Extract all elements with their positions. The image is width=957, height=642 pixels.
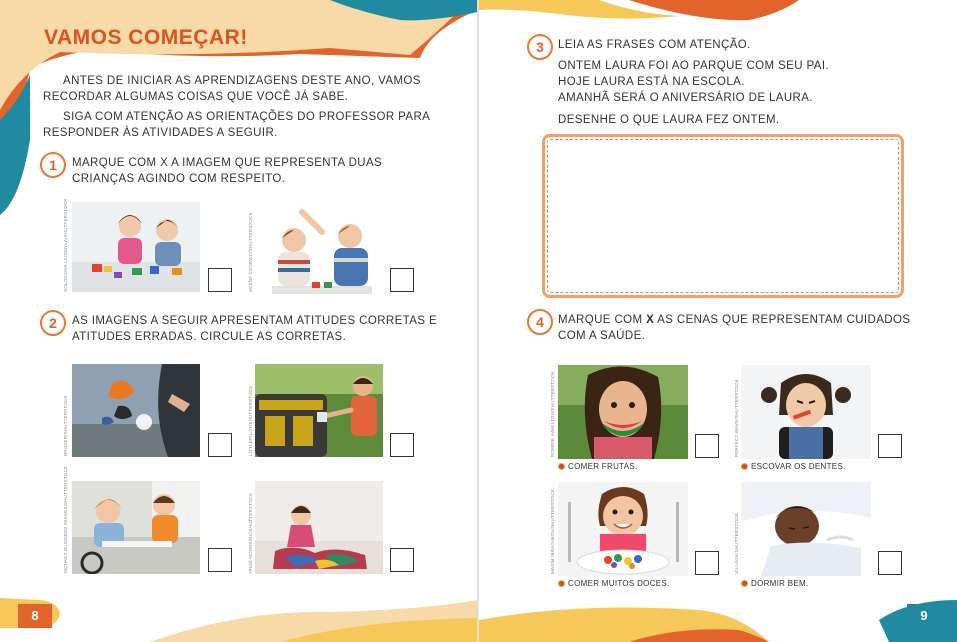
question-4-text [558, 312, 938, 344]
caption-brush-teeth-text: ESCOVAR OS DENTES. [751, 462, 846, 471]
caption-sleep-well-text: DORMIR BEM. [751, 579, 809, 588]
intro-line-1: ANTES DE INICIAR AS APRENDIZAGENS DESTE ANO, VAMOS [63, 75, 421, 87]
bullet-icon [741, 580, 748, 587]
bullet-icon [558, 580, 565, 587]
question-3-number: 3 [527, 34, 553, 60]
photo-children-playing-blocks [72, 202, 200, 292]
page-title: VAMOS COMEÇAR! [44, 26, 248, 49]
checkbox-q4-a[interactable] [695, 434, 719, 458]
photo-littering-from-car [72, 364, 200, 457]
page-number-left: 8 [18, 604, 52, 628]
question-4-line-1-start: MARQUE COM [558, 314, 647, 326]
photo-brushing-teeth [741, 365, 871, 459]
photo-eating-sweets [558, 482, 688, 576]
intro-text [43, 73, 443, 141]
photo-credit: MONKEY BUSINESS IMAGES/SHUTTERSTOCK [63, 465, 68, 573]
checkbox-q2-c[interactable] [208, 548, 232, 572]
checkbox-q4-b[interactable] [878, 434, 902, 458]
intro-line-3: SIGA COM ATENÇÃO AS ORIENTAÇÕES DO PROFESSOR PARA [63, 111, 431, 123]
left-page [0, 0, 478, 642]
photo-credit: VILLAGE/SHUTTERSTOCK [734, 513, 739, 574]
question-3-line-3: HOJE LAURA ESTÁ NA ESCOLA. [558, 76, 745, 88]
question-1-number: 1 [40, 152, 66, 178]
caption-eat-sweets [558, 579, 670, 588]
intro-line-4: RESPONDER ÀS ATIVIDADES A SEGUIR. [43, 127, 278, 139]
question-4-number: 4 [527, 309, 553, 335]
question-1-text [72, 155, 452, 187]
photo-sleeping [741, 482, 871, 576]
intro-line-2: RECORDAR ALGUMAS COISAS QUE VOCÊ JÁ SABE. [43, 91, 349, 103]
photo-children-fighting [262, 202, 382, 294]
question-3-line-4: AMANHÃ SERÁ O ANIVERSÁRIO DE LAURA. [558, 92, 813, 104]
photo-credit: LITTLEPILOT/SHUTTERSTOCK [248, 385, 253, 456]
photo-credit: PERFECT WAVE/SHUTTERSTOCK [734, 379, 739, 457]
question-1-line-2: CRIANÇAS AGINDO COM RESPEITO. [72, 173, 286, 185]
photo-credit: SOLOVIOVA LIUDMYLA/SHUTTERSTOCK [63, 198, 68, 292]
checkbox-q2-d[interactable] [390, 548, 414, 572]
bullet-icon [741, 463, 748, 470]
question-2-line-1: AS IMAGENS A SEGUIR APRESENTAM ATITUDES CORRETAS E [72, 315, 438, 327]
photo-recycling-bin [255, 364, 383, 457]
question-2-number: 2 [40, 310, 66, 336]
photo-credit: IRINA MOSHKINA/SHUTTERSTOCK [248, 492, 253, 573]
question-3-line-2: ONTEM LAURA FOI AO PARQUE COM SEU PAI. [558, 60, 830, 72]
question-3-line-5: DESENHE O QUE LAURA FEZ ONTEM. [558, 114, 780, 126]
page-number-right: 9 [907, 604, 941, 628]
caption-eat-fruit-text: COMER FRUTAS. [568, 462, 638, 471]
question-3-line-1: LEIA AS FRASES COM ATENÇÃO. [558, 39, 751, 51]
question-4-x-mark: X [646, 314, 655, 326]
photo-messy-clothes [255, 481, 383, 574]
checkbox-q1-a[interactable] [208, 268, 232, 292]
question-3-text [558, 37, 938, 128]
checkbox-q1-b[interactable] [390, 268, 414, 292]
checkbox-q4-d[interactable] [878, 551, 902, 575]
caption-eat-sweets-text: COMER MUITOS DOCES. [568, 579, 670, 588]
caption-sleep-well [741, 579, 809, 588]
question-4-line-1 [558, 312, 938, 328]
photo-credit: ROMRIE HAMILTON/SHUTTERSTOCK [550, 371, 555, 457]
question-2-text [72, 313, 462, 345]
question-4-line-2: COM A SAÚDE. [558, 330, 646, 342]
photo-credit: MAXIM IBRAGIMOV/SHUTTERSTOCK [550, 488, 555, 574]
drawing-area[interactable] [542, 134, 904, 298]
checkbox-q2-b[interactable] [390, 433, 414, 457]
right-page [479, 0, 957, 642]
photo-eating-fruit [558, 365, 688, 459]
caption-brush-teeth [741, 462, 846, 471]
photo-credit: VESNA CVORVIC/SHUTTERSTOCK [248, 212, 253, 292]
checkbox-q4-c[interactable] [695, 551, 719, 575]
checkbox-q2-a[interactable] [208, 433, 232, 457]
question-2-line-2: ATITUDES ERRADAS. CIRCULE AS CORRETAS. [72, 331, 347, 343]
photo-classroom-help [72, 481, 200, 574]
caption-eat-fruit [558, 462, 638, 471]
question-4-line-1-end: AS CENAS QUE REPRESENTAM CUIDADOS [654, 314, 911, 326]
photo-credit: BROKER/SHUTTERSTOCK [63, 395, 68, 456]
bullet-icon [558, 463, 565, 470]
question-1-line-1: MARQUE COM X A IMAGEM QUE REPRESENTA DUAS [72, 157, 383, 169]
